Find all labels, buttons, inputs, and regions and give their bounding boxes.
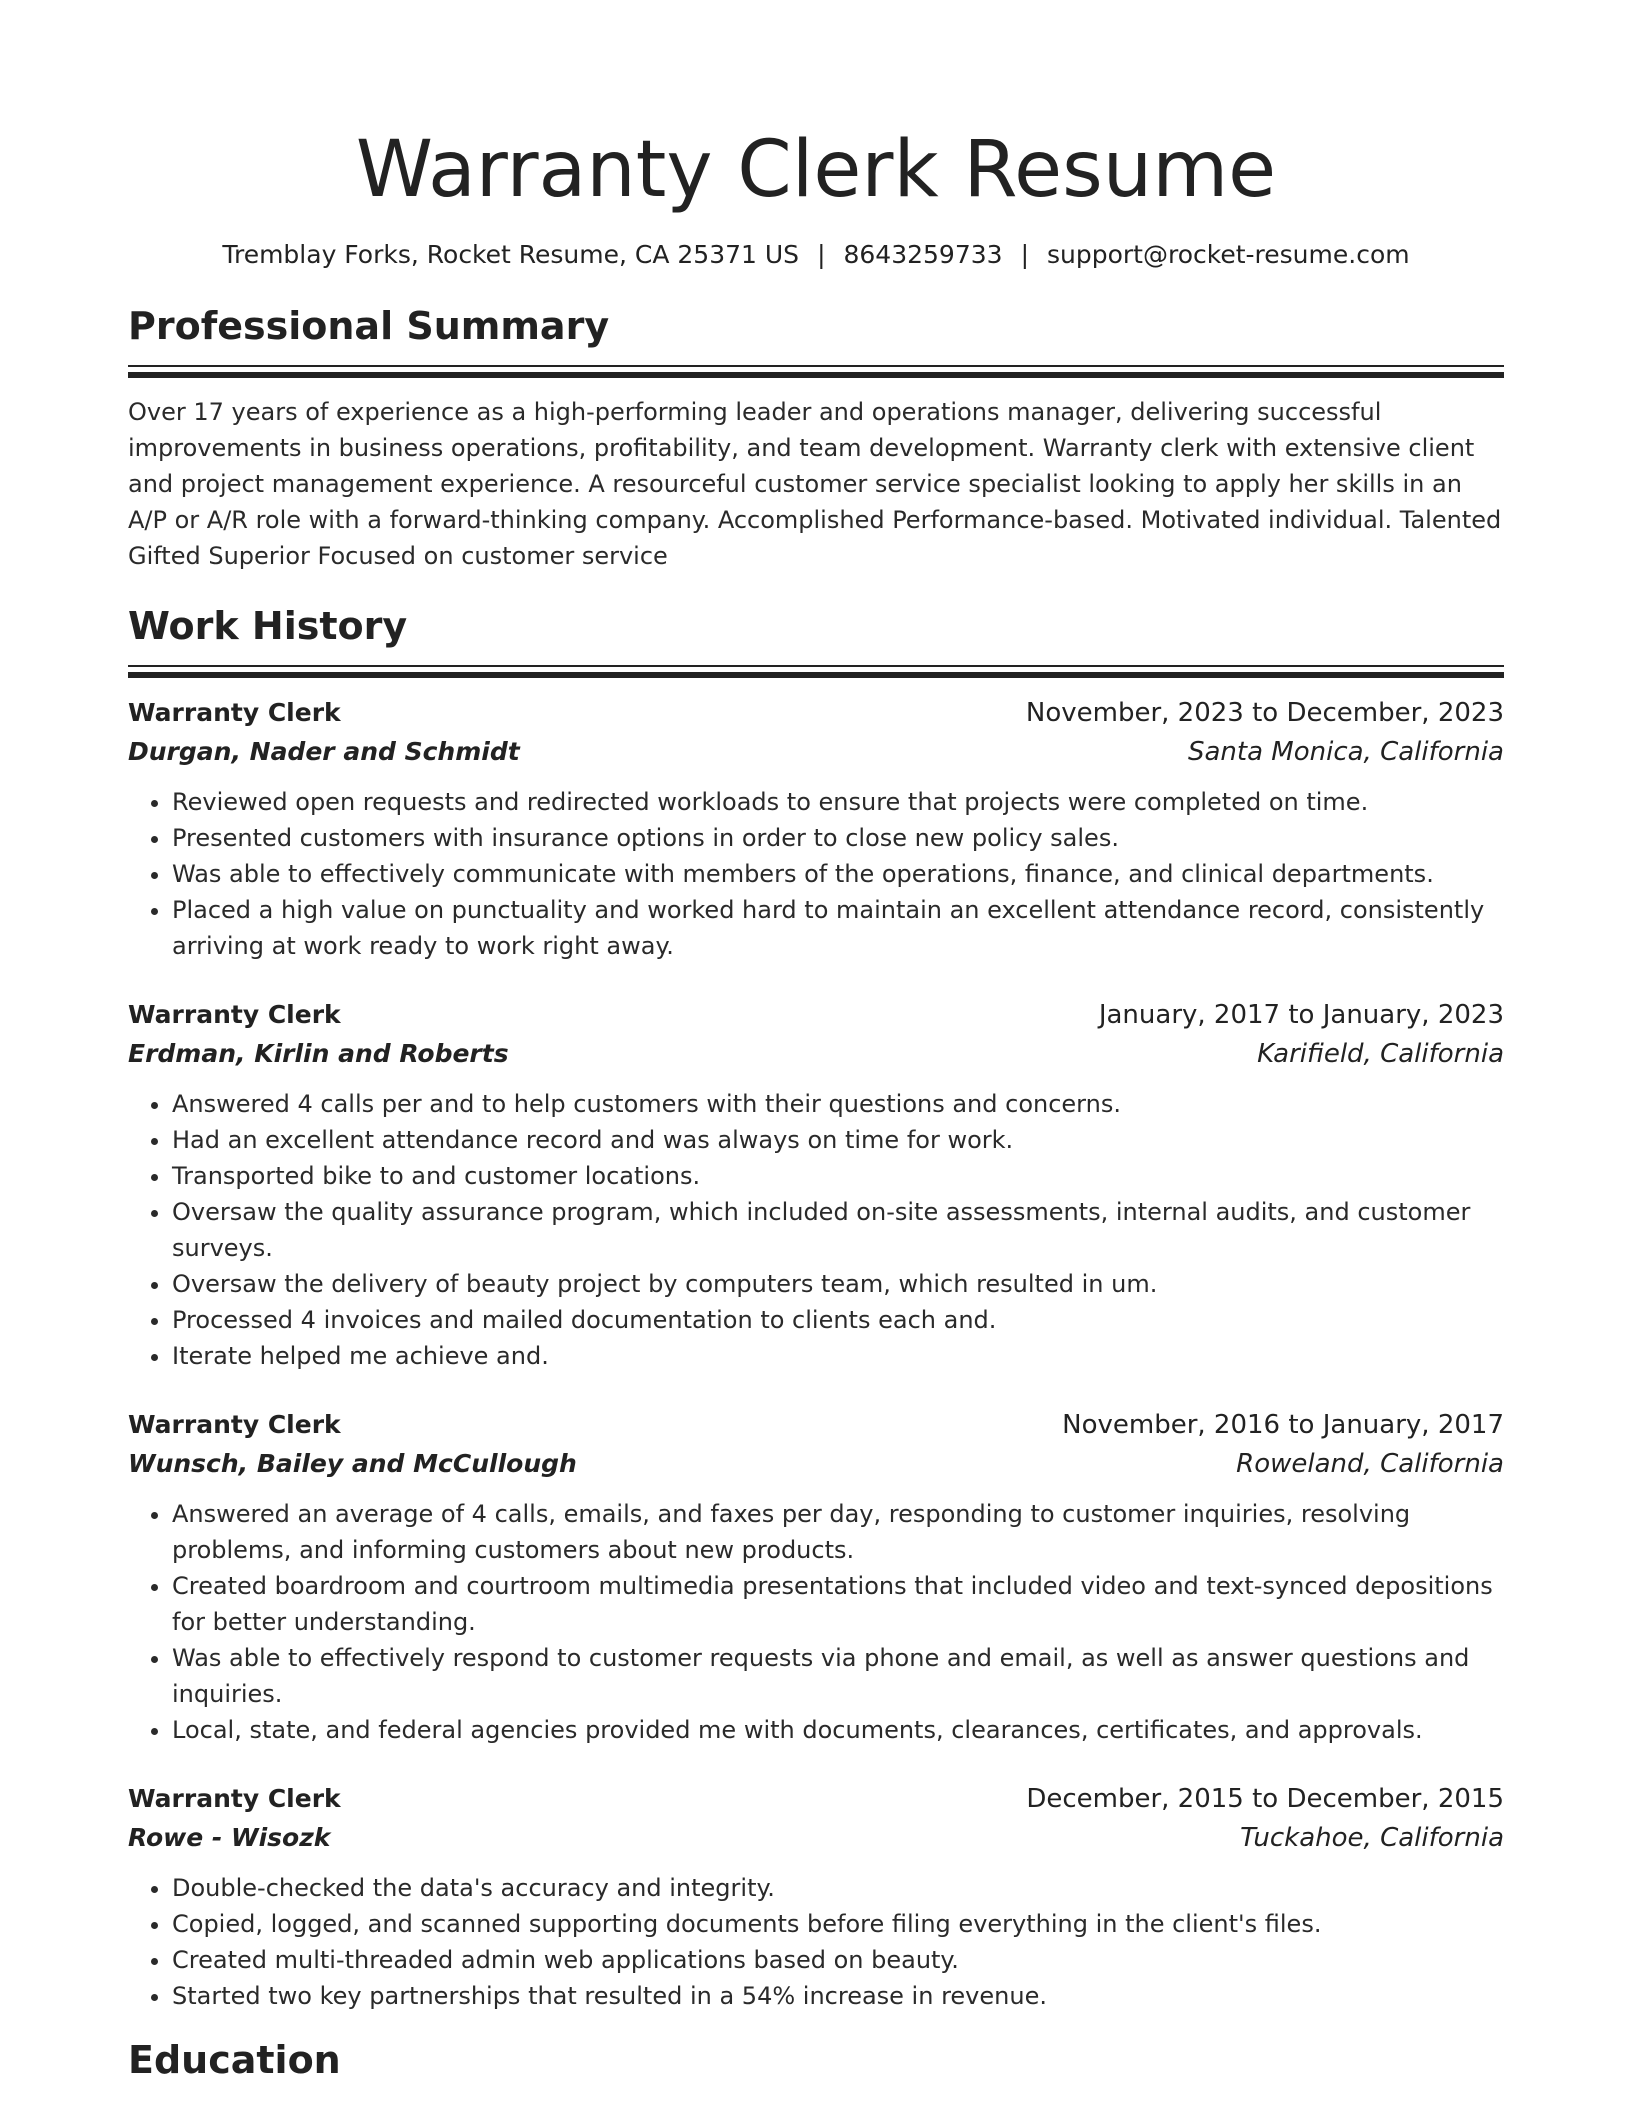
job-bullets (128, 1496, 1504, 1748)
list-item: • Placed a high value on punctuality and worked hard to maintain an excellent attendance record, consistently arriving at work ready to work right away. (172, 892, 1504, 964)
contact-separator: | (1020, 240, 1029, 269)
job-bullets (128, 1870, 1504, 2014)
list-item: • Created boardroom and courtroom multimedia presentations that included video and text-synced depositions for better understanding. (172, 1568, 1504, 1640)
section-divider (128, 665, 1504, 667)
job-title: Warranty Clerk (128, 1410, 341, 1439)
list-item: • Presented customers with insurance options in order to close new policy sales. (172, 820, 1504, 856)
job-bullets (128, 784, 1504, 964)
job-entry (128, 1780, 1504, 2014)
list-item: • Iterate helped me achieve and. (172, 1338, 1504, 1374)
resume-page (128, 0, 1504, 2084)
list-item: • Created multi-threaded admin web applications based on beauty. (172, 1942, 1504, 1978)
job-dates: November, 2016 to January, 2017 (1062, 1410, 1504, 1440)
job-title: Warranty Clerk (128, 1784, 341, 1813)
list-item: • Was able to effectively communicate with members of the operations, finance, and clinical departments. (172, 856, 1504, 892)
education-section (128, 2036, 1504, 2084)
company-name: Durgan, Nader and Schmidt (128, 737, 520, 766)
section-heading-education: Education (128, 2038, 341, 2082)
job-location: Roweland, California (1236, 1449, 1504, 1479)
company-name: Rowe - Wisozk (128, 1823, 331, 1852)
company-name: Wunsch, Bailey and McCullough (128, 1449, 577, 1478)
summary-section (128, 302, 1504, 574)
job-location: Santa Monica, California (1187, 737, 1504, 767)
section-divider (128, 372, 1504, 378)
job-dates: December, 2015 to December, 2015 (1026, 1784, 1504, 1814)
list-item: • Was able to effectively respond to customer requests via phone and email, as well as answer questions and inquiries. (172, 1640, 1504, 1712)
list-item: • Processed 4 invoices and mailed documentation to clients each and. (172, 1302, 1504, 1338)
list-item: • Answered an average of 4 calls, emails, and faxes per day, responding to customer inquiries, resolving problems, and informing customers about new products. (172, 1496, 1504, 1568)
job-title: Warranty Clerk (128, 1000, 341, 1029)
job-bullets (128, 1086, 1504, 1374)
list-item: • Started two key partnerships that resulted in a 54% increase in revenue. (172, 1978, 1504, 2014)
job-location: Tuckahoe, California (1240, 1823, 1504, 1853)
list-item: • Transported bike to and customer locations. (172, 1158, 1504, 1194)
work-history-section (128, 602, 1504, 2014)
summary-text: Over 17 years of experience as a high-performing leader and operations manager, delivering successful improvements in business operations, profitability, and team development. Warranty clerk with extensive client and project management experience. A resourceful customer service specialist looking to apply her skills in an A/P or A/R role with a forward-thinking company. Accomplished Performance-based. Motivated individual. Talented Gifted Superior Focused on customer service (128, 398, 1502, 570)
list-item: • Local, state, and federal agencies provided me with documents, clearances, certificates, and approvals. (172, 1712, 1504, 1748)
job-entry (128, 1406, 1504, 1748)
contact-phone: 8643259733 (843, 240, 1003, 269)
list-item: • Oversaw the delivery of beauty project by computers team, which resulted in um. (172, 1266, 1504, 1302)
job-entry (128, 996, 1504, 1374)
contact-line (128, 238, 1504, 272)
list-item: • Answered 4 calls per and to help customers with their questions and concerns. (172, 1086, 1504, 1122)
list-item: • Oversaw the quality assurance program, which included on-site assessments, internal audits, and customer surveys. (172, 1194, 1504, 1266)
list-item: • Had an excellent attendance record and was always on time for work. (172, 1122, 1504, 1158)
section-divider (128, 672, 1504, 678)
contact-address: Tremblay Forks, Rocket Resume, CA 25371 US (222, 240, 800, 269)
list-item: • Copied, logged, and scanned supporting documents before filing everything in the client's files. (172, 1906, 1504, 1942)
job-location: Karifield, California (1257, 1039, 1504, 1069)
contact-email: support@rocket-resume.com (1047, 240, 1410, 269)
section-divider (128, 365, 1504, 367)
list-item: • Reviewed open requests and redirected workloads to ensure that projects were completed on time. (172, 784, 1504, 820)
contact-separator: | (817, 240, 826, 269)
job-dates: November, 2023 to December, 2023 (1025, 698, 1504, 728)
job-title: Warranty Clerk (128, 698, 341, 727)
job-dates: January, 2017 to January, 2023 (1098, 1000, 1504, 1030)
section-heading-summary: Professional Summary (128, 304, 610, 348)
section-heading-work-history: Work History (128, 604, 408, 648)
company-name: Erdman, Kirlin and Roberts (128, 1039, 509, 1068)
list-item: • Double-checked the data's accuracy and integrity. (172, 1870, 1504, 1906)
resume-title: Warranty Clerk Resume (355, 125, 1277, 215)
job-entry (128, 694, 1504, 964)
